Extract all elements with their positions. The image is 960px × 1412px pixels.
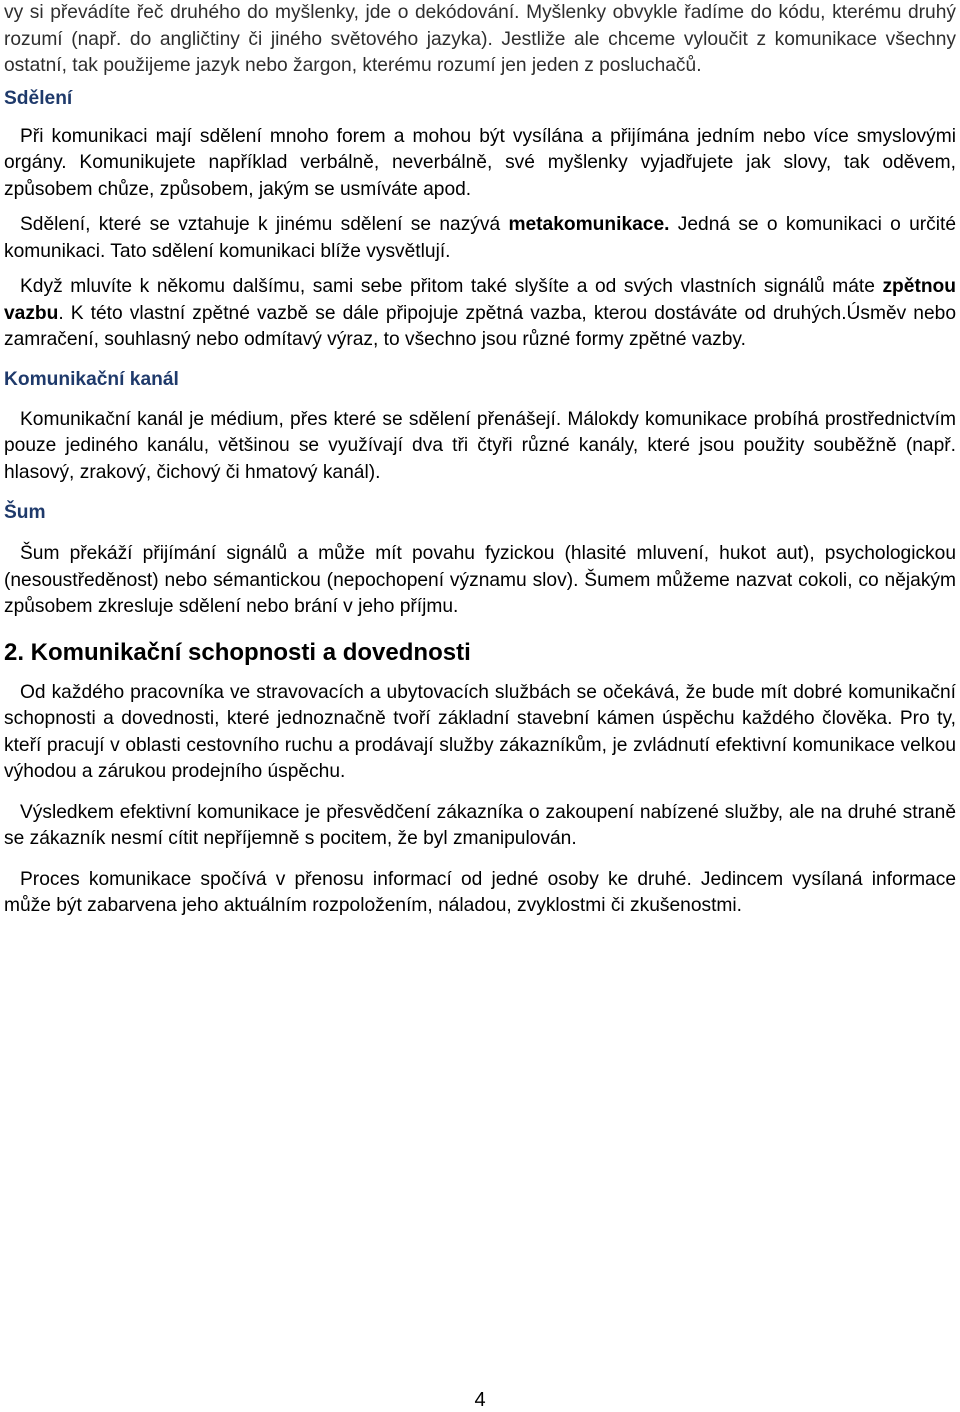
sdeleni-paragraph-1: Při komunikaci mají sdělení mnoho forem a mohou být vysílána a přijímána jedním nebo více smyslovými orgány. Komunikujete například verbálně, neverbálně, své myšlenky vyjadřujete jak slovy, tak oděvem, způsobem chůze, způsobem, jakým se usmíváte apod. [4, 125, 956, 200]
section-2-heading: 2. Komunikační schopnosti a dovednosti [4, 638, 471, 666]
term-zpetna-vazba: zpětnou vazbu [4, 276, 956, 324]
heading-sum: Šum [4, 502, 46, 523]
sdeleni-p2-text-end: Jedná se o komunikaci o určité komunikaci. Tato sdělení komunikaci blíže vysvětlují. [4, 214, 956, 262]
intro-paragraph: vy si převádíte řeč druhého do myšlenky, jde o dekódování. Myšlenky obvykle řadíme do kódu, kterému druhý rozumí (např. do angličtiny či jiného světového jazyka). Jestliže ale chceme vyloučit z komunikace všechny ostatní, tak použijeme jazyk nebo žargon, kterému rozumí jen jeden z posluchačů. [4, 2, 956, 76]
section-2-paragraph-3: Proces komunikace spočívá v přenosu informací od jedné osoby ke druhé. Jedincem vysílaná informace může být zabarvena jeho aktuálním rozpoložením, náladou, zvyklostmi či zkušenostmi. [4, 868, 956, 916]
sdeleni-p3-text-end: . K této vlastní zpětné vazbě se dále připojuje zpětná vazba, kterou dostáváte od druhých.Úsměv nebo zamračení, souhlasný nebo odmítavý výraz, to všechno jsou různé formy zpětné vazby. [4, 302, 956, 350]
sdeleni-p2-text: Sdělení, které se vztahuje k jinému sdělení se nazývá [20, 214, 509, 235]
sum-paragraph: Šum překáží přijímání signálů a může mít povahu fyzickou (hlasité mluvení, hukot aut), psychologickou (nesoustředěnost) nebo sémantickou (nepochopení významu slov). Šumem můžeme nazvat cokoli, co nějakým způsobem zkresluje sdělení nebo brání v jeho příjmu. [4, 543, 956, 617]
heading-sdeleni: Sdělení [4, 87, 73, 109]
kanal-paragraph: Komunikační kanál je médium, přes které se sdělení přenášejí. Málokdy komunikace probíhá prostřednictvím pouze jediného kanálu, většinou se využívají dva tři čtyři různé kanály, které jsou použity souběžně (např. hlasový, zrakový, čichový či hmatový kanál). [4, 408, 956, 483]
term-metakomunikace: metakomunikace. [508, 214, 670, 235]
document-page [4, 0, 956, 920]
sdeleni-paragraph-2 [4, 212, 956, 265]
section-2-paragraph-2: Výsledkem efektivní komunikace je přesvědčení zákazníka o zakoupení nabízené služby, ale na druhé straně se zákazník nesmí cítit nepříjemně s pocitem, že byl zmanipulován. [4, 801, 956, 849]
section-2-paragraph-1: Od každého pracovníka ve stravovacích a ubytovacích službách se očekává, že bude mít dobré komunikační schopnosti a dovednosti, které jednoznačně tvoří základní stavební kámen úspěchu každého člověka. Pro ty, kteří pracují v oblasti cestovního ruchu a prodávají služby zákazníkům, je zvládnutí efektivní komunikace velkou výhodou a zárukou prodejního úspěchu. [4, 681, 956, 782]
heading-komunikacni-kanal: Komunikační kanál [4, 368, 179, 390]
page-number: 4 [474, 1389, 486, 1411]
sdeleni-p3-text: Když mluvíte k někomu dalšímu, sami sebe přitom také slyšíte a od svých vlastních signálů máte [20, 276, 883, 297]
sdeleni-paragraph-3 [4, 274, 956, 354]
